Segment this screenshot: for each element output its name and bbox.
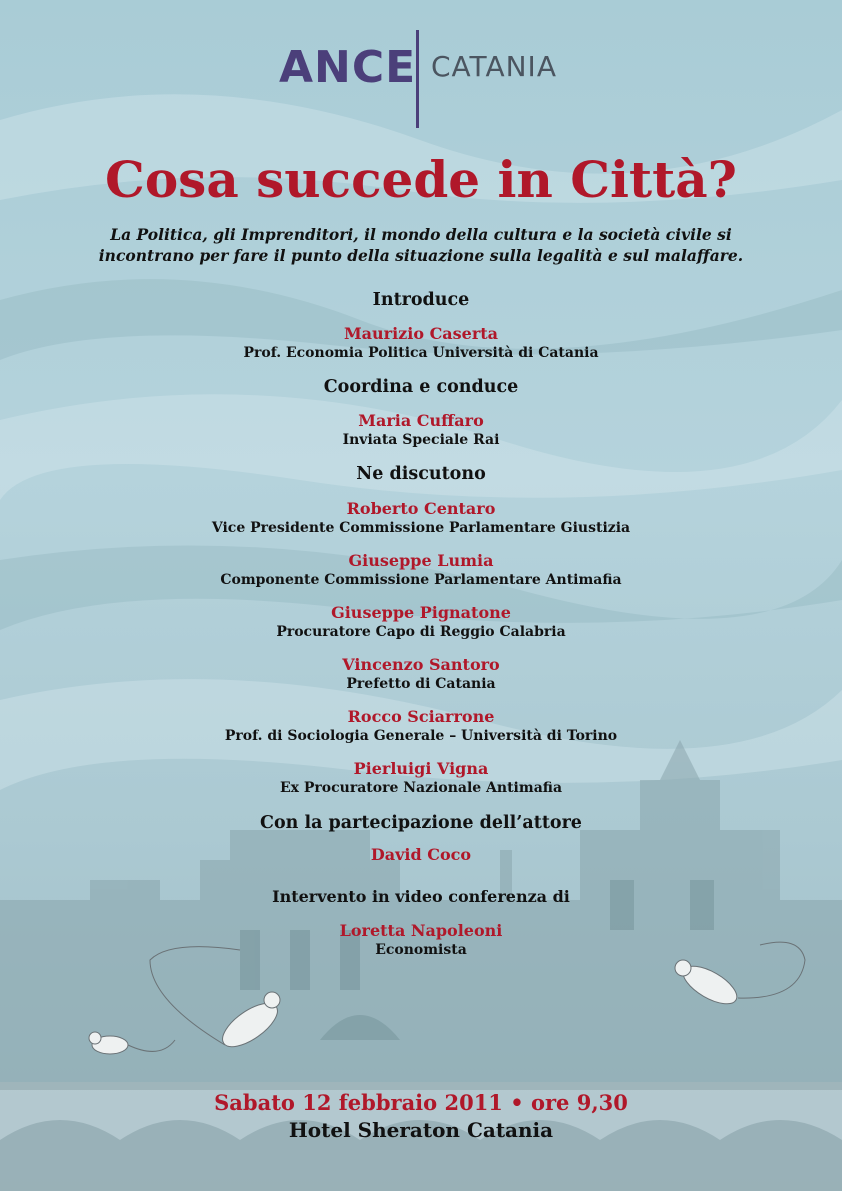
panelist-role: Vice Presidente Commissione Parlamentare Giustizia	[211, 520, 631, 536]
panelist-name: Vincenzo Santoro	[342, 655, 500, 674]
logo-catania-text: CATANIA	[431, 50, 557, 83]
panelist-role: Procuratore Capo di Reggio Calabria	[276, 624, 566, 640]
introducer-role: Prof. Economia Politica Università di Catania	[243, 345, 599, 361]
panelist-name: Pierluigi Vigna	[353, 759, 489, 778]
introduce-heading: Introduce	[372, 290, 470, 310]
actor-name: David Coco	[370, 845, 472, 864]
panelist-name: Roberto Centaro	[346, 499, 496, 518]
panelist-role: Ex Procuratore Nazionale Antimafia	[279, 780, 563, 796]
logo-ance-text: ANCE	[279, 42, 417, 93]
moderator-role: Inviata Speciale Rai	[342, 432, 500, 448]
video-heading: Intervento in video conferenza di	[272, 887, 570, 906]
event-venue: Hotel Sheraton Catania	[288, 1118, 554, 1142]
panel-heading: Ne discutono	[356, 464, 486, 484]
event-date-time: Sabato 12 febbraio 2011 • ore 9,30	[214, 1090, 628, 1115]
subtitle: La Politica, gli Imprenditori, il mondo della cultura e la società civile si incontrano per fare il punto della situazione sulla legalità e sul malaffare.	[98, 225, 744, 265]
page-title: Cosa succede in Città?	[105, 150, 737, 209]
panelist-name: Giuseppe Lumia	[348, 551, 494, 570]
video-speaker-name: Loretta Napoleoni	[339, 921, 503, 940]
logo-divider	[416, 30, 419, 128]
panelist-name: Rocco Sciarrone	[347, 707, 495, 726]
panelist-role: Prof. di Sociologia Generale – Università di Torino	[224, 728, 618, 744]
introducer-name: Maurizio Caserta	[343, 324, 499, 343]
panelist-role: Componente Commissione Parlamentare Antimafia	[220, 572, 622, 588]
panelist-name: Giuseppe Pignatone	[331, 603, 511, 622]
ance-catania-logo	[0, 30, 842, 130]
panelist-role: Prefetto di Catania	[346, 676, 496, 692]
actor-heading: Con la partecipazione dell’attore	[260, 813, 582, 833]
moderator-heading: Coordina e conduce	[323, 377, 519, 397]
video-speaker-role: Economista	[375, 942, 467, 958]
moderator-name: Maria Cuffaro	[358, 411, 484, 430]
